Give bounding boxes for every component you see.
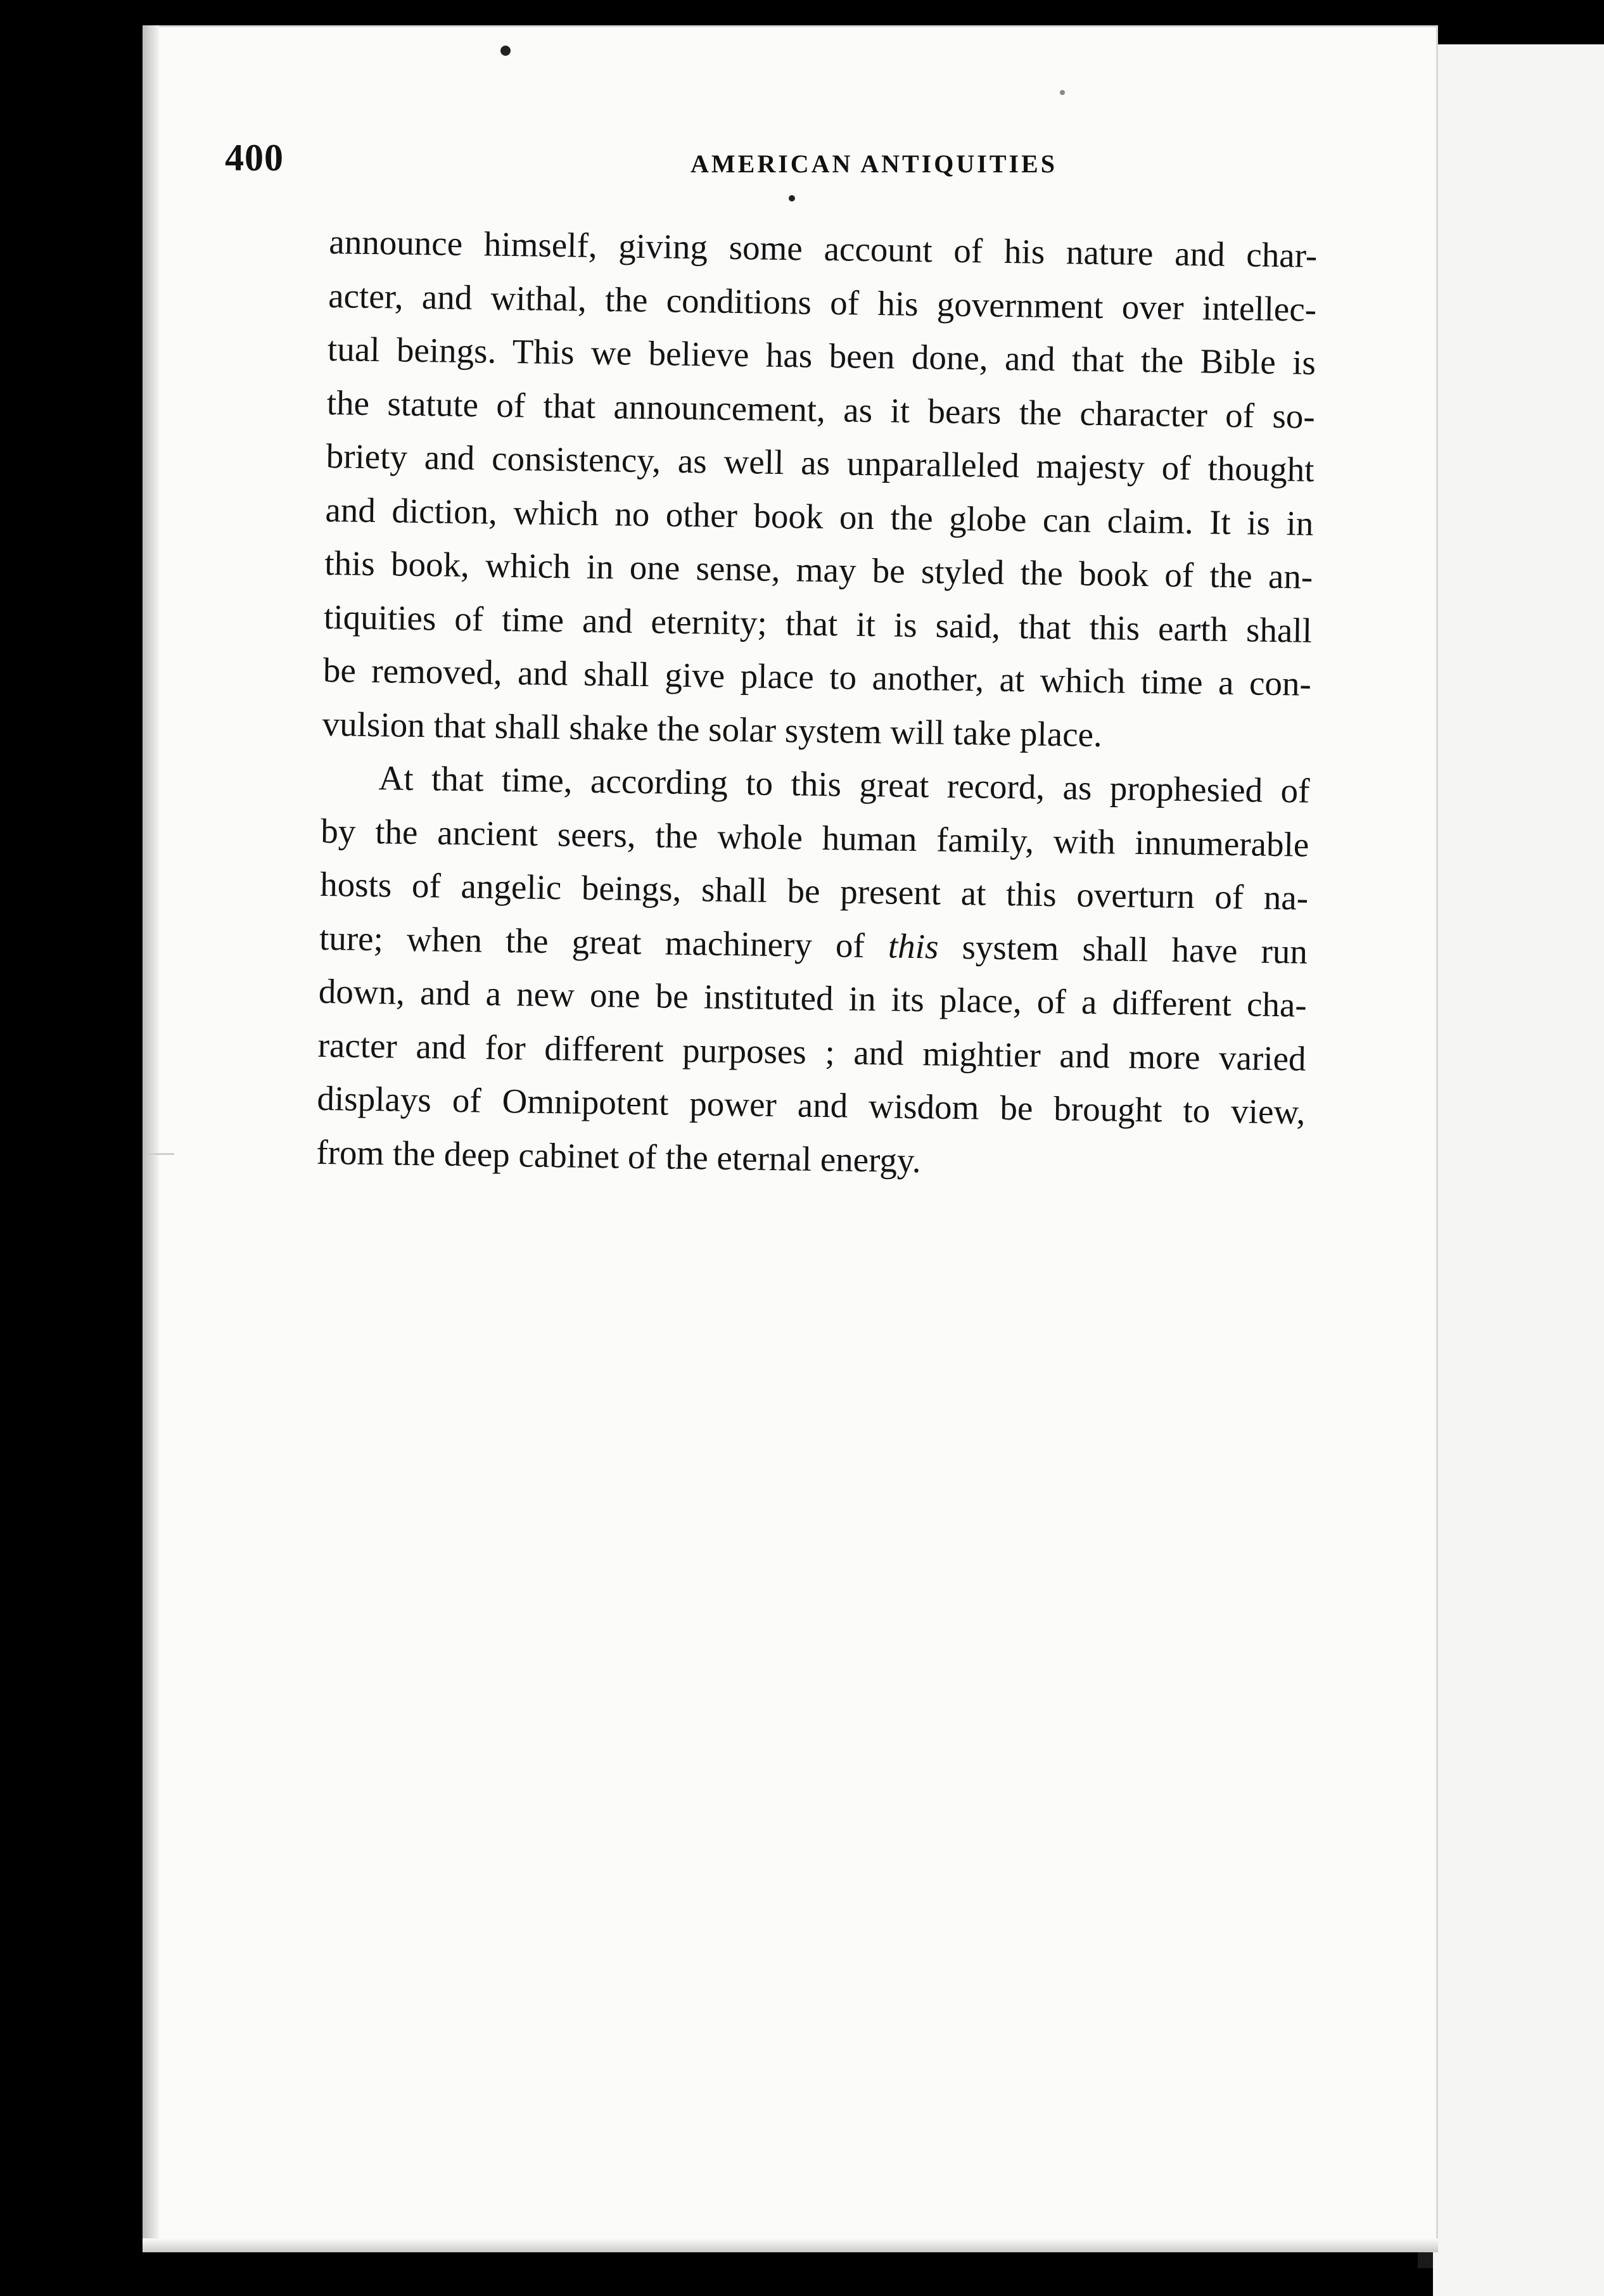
text-line: be removed, and shall give place to another, at which time a con- [322,650,1312,703]
emphasized-word: this [888,926,939,966]
text-line: hosts of angelic beings, shall be present at this overturn of na- [319,864,1309,917]
text-line: ture; when the great machinery of this system shall have run [319,918,1308,971]
text-line: down, and a new one be instituted in its place, of a different cha- [318,971,1308,1024]
running-head: AMERICAN ANTIQUITIES [691,150,1057,178]
text-line: announce himself, giving some account of his nature and char- [328,222,1318,275]
text-line: tiquities of time and eternity; that it is said, that this earth shall [323,597,1313,650]
text-line: acter, and withal, the conditions of his government over intellec- [328,276,1317,329]
text-line: by the ancient seers, the whole human family, with innumerable [321,811,1309,864]
body-text [316,215,1318,1193]
paper-crease [149,1153,174,1155]
text-line: the statute of that announcement, as it bears the character of so- [326,383,1316,436]
text-line: and diction, which no other book on the globe can claim. It is in [325,490,1314,543]
text-line: racter and for different purposes ; and mightier and more varied [317,1025,1306,1078]
page-header [225,136,1302,200]
text-line: vulsion that shall shake the solar system will take place. [322,704,1103,754]
text-line: from the deep cabinet of the eternal energy. [315,1132,922,1180]
ink-speck [1060,90,1065,95]
text-line: displays of Omnipotent power and wisdom be brought to view, [317,1078,1306,1132]
text-line: tual beings. This we believe has been done, and that the Bible is [327,329,1316,382]
text-line: this book, which in one sense, may be styled the book of the an- [324,543,1313,596]
text-line: At that time, according to this great record, as prophesied of [378,758,1310,810]
facing-page-edge [1433,44,1604,2296]
ink-speck [500,46,511,56]
text-line: briety and consistency, as well as unparalleled majesty of thought [326,436,1314,489]
paragraph [316,751,1310,1193]
paragraph [322,215,1318,765]
page-number: 400 [225,137,284,179]
